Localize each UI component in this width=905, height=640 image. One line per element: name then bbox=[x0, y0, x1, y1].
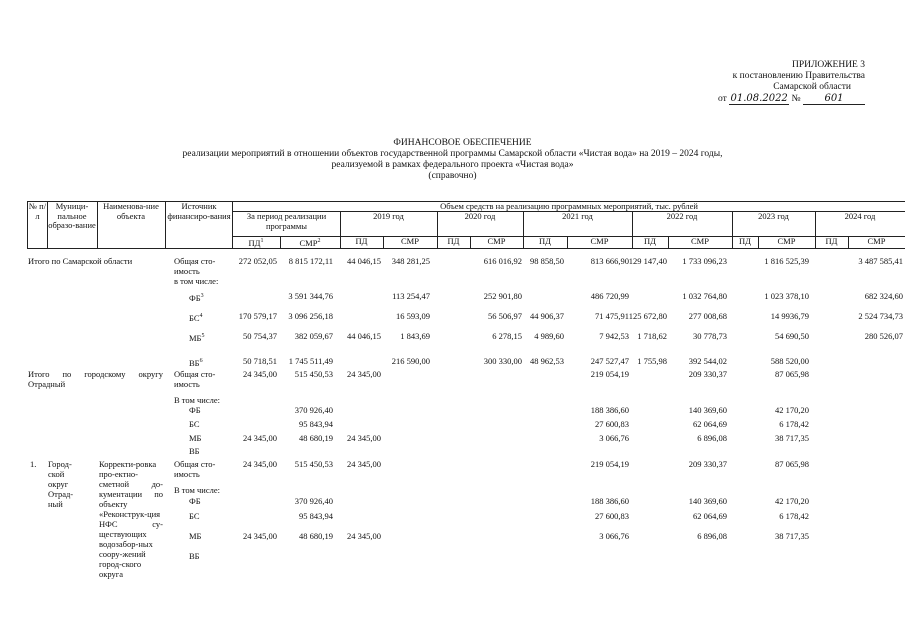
row-value: 209 330,37 bbox=[688, 459, 727, 469]
header-pd: ПД bbox=[825, 236, 838, 246]
row-value: 24 345,00 bbox=[347, 459, 381, 469]
title-line1: ФИНАНСОВОЕ ОБЕСПЕЧЕНИЕ bbox=[393, 138, 532, 148]
row-value: 71 475,91 bbox=[595, 311, 629, 321]
row-source: В том числе: bbox=[174, 485, 220, 495]
row-value: 48 680,19 bbox=[299, 433, 333, 443]
row-value: 24 345,00 bbox=[347, 433, 381, 443]
row-value: 48 680,19 bbox=[299, 531, 333, 541]
row-value: 515 450,53 bbox=[294, 369, 333, 379]
annex-number: 601 bbox=[803, 93, 865, 105]
row-value: 277 008,68 bbox=[688, 311, 727, 321]
row-value: 27 600,83 bbox=[595, 419, 629, 429]
title-line3: реализуемой в рамках федерального проекта «Чистая вода» bbox=[331, 160, 574, 170]
header-year-3: 2022 год bbox=[666, 211, 698, 221]
row-value: 44 046,15 bbox=[347, 256, 381, 266]
header-col-municipality: Муници-пальное образо-вание bbox=[48, 201, 96, 230]
header-pd: ПД bbox=[644, 236, 656, 246]
row-value: 300 330,00 bbox=[483, 356, 522, 366]
row-source: БС bbox=[189, 419, 200, 429]
header-smr: СМР bbox=[777, 236, 796, 246]
row-value: 38 717,35 bbox=[775, 433, 809, 443]
row-value: 3 096 256,18 bbox=[288, 311, 333, 321]
row-value: 4 989,60 bbox=[534, 331, 564, 341]
title-line4: (справочно) bbox=[428, 171, 477, 181]
header-col-object: Наименова-ние объекта bbox=[103, 201, 159, 221]
row-value: 87 065,98 bbox=[775, 459, 809, 469]
row-value: 113 254,47 bbox=[392, 291, 430, 301]
row-value: 24 345,00 bbox=[347, 369, 381, 379]
row-value: 42 170,20 bbox=[775, 405, 809, 415]
row-value: 392 544,02 bbox=[688, 356, 727, 366]
row-value: 30 778,73 bbox=[693, 331, 727, 341]
header-year-1: 2020 год bbox=[464, 211, 496, 221]
row-value: 87 065,98 bbox=[775, 369, 809, 379]
row-value: 50 754,37 bbox=[243, 331, 277, 341]
row-source: МБ bbox=[189, 433, 202, 443]
row-value: 125 672,80 bbox=[628, 311, 667, 321]
row-value: 24 345,00 bbox=[243, 531, 277, 541]
row-value: 515 450,53 bbox=[294, 459, 333, 469]
row-source: Общая сто-имость bbox=[174, 256, 216, 276]
row-value: 1 718,62 bbox=[637, 331, 667, 341]
header-smr: СМР bbox=[691, 236, 709, 246]
row-value: 44 906,37 bbox=[530, 311, 564, 321]
header-pd: ПД bbox=[447, 236, 460, 246]
row-value: 280 526,07 bbox=[864, 331, 903, 341]
row-source: МБ bbox=[189, 531, 202, 541]
row-source: Общая сто-имость bbox=[174, 369, 216, 389]
annex-title: ПРИЛОЖЕНИЕ 3 bbox=[791, 60, 865, 70]
row-value: 252 901,80 bbox=[483, 291, 522, 301]
row-value: 6 178,42 bbox=[779, 419, 809, 429]
row-source: БС bbox=[189, 511, 200, 521]
row-value: 129 147,40 bbox=[628, 256, 667, 266]
header-pd: ПД bbox=[355, 236, 368, 246]
annex-date-line bbox=[718, 93, 865, 105]
row-value: 140 369,60 bbox=[688, 496, 727, 506]
row-value: 616 016,92 bbox=[483, 256, 522, 266]
row-number: 1. bbox=[30, 459, 37, 469]
row-value: 188 386,60 bbox=[590, 405, 629, 415]
row-value: 140 369,60 bbox=[688, 405, 727, 415]
row-value: 682 324,60 bbox=[864, 291, 903, 301]
header-year-4: 2023 год bbox=[758, 211, 789, 221]
row-source: $МБ^5$ bbox=[189, 332, 205, 343]
row-value: 3 066,76 bbox=[599, 531, 629, 541]
header-pd: $ПД^1$ bbox=[248, 237, 264, 248]
header-pd: ПД bbox=[739, 236, 751, 246]
header-year-0: 2019 год bbox=[373, 211, 404, 221]
header-volume: Объем средств на реализацию программных мероприятий, тыс. рублей bbox=[440, 201, 698, 211]
row-source: ВБ bbox=[189, 446, 200, 456]
row-source: ВБ bbox=[189, 551, 200, 561]
row-value: 95 843,94 bbox=[299, 511, 333, 521]
row-value: 7 942,53 bbox=[599, 331, 629, 341]
row-value: 27 600,83 bbox=[595, 511, 629, 521]
row-value: 16 593,09 bbox=[396, 311, 430, 321]
row-value: 24 345,00 bbox=[347, 531, 381, 541]
row-value: 209 330,37 bbox=[688, 369, 727, 379]
document-title bbox=[0, 138, 905, 182]
row-value: 1 816 525,39 bbox=[764, 256, 809, 266]
row-value: 6 178,42 bbox=[779, 511, 809, 521]
header-smr: СМР bbox=[401, 236, 419, 246]
header-smr: СМР bbox=[590, 236, 609, 246]
header-year-2: 2021 год bbox=[562, 211, 593, 221]
row-value: 24 345,00 bbox=[243, 369, 277, 379]
row-value: 24 345,00 bbox=[243, 433, 277, 443]
header-smr: СМР bbox=[487, 236, 506, 246]
annex-line2: к постановлению Правительства bbox=[732, 71, 865, 81]
row-value: 247 527,47 bbox=[590, 356, 629, 366]
row-value: 62 064,69 bbox=[693, 419, 727, 429]
row-value: 3 487 585,41 bbox=[858, 256, 903, 266]
row-value: 3 066,76 bbox=[599, 433, 629, 443]
row-label: Итого по Самарской области bbox=[28, 256, 133, 266]
header-pd: ПД bbox=[539, 236, 551, 246]
row-value: 1 843,69 bbox=[400, 331, 430, 341]
row-value: 44 046,15 bbox=[347, 331, 381, 341]
row-object-name: Корректи-ровка про-ектно-сметной до-кументации по объекту «Реконструк-ция НФС су-ществующих водозабор-ных соору-жений город-ского округа bbox=[99, 459, 163, 579]
row-value: 370 926,40 bbox=[294, 405, 333, 415]
header-year-5: 2024 год bbox=[844, 211, 876, 221]
row-value: 56 506,97 bbox=[488, 311, 522, 321]
header-smr: СМР bbox=[867, 236, 886, 246]
row-source: $БС^4$ bbox=[189, 312, 203, 323]
row-value: 50 718,51 bbox=[243, 356, 277, 366]
date-prefix: от bbox=[718, 94, 727, 104]
row-value: 348 281,25 bbox=[391, 256, 430, 266]
row-value: 48 962,53 bbox=[530, 356, 564, 366]
row-value: 3 591 344,76 bbox=[288, 291, 333, 301]
row-source: ФБ bbox=[189, 405, 201, 415]
row-value: 219 054,19 bbox=[590, 459, 629, 469]
row-source: В том числе: bbox=[174, 395, 220, 405]
row-value: 24 345,00 bbox=[243, 459, 277, 469]
row-value: 1 755,98 bbox=[637, 356, 667, 366]
row-value: 54 690,50 bbox=[775, 331, 809, 341]
row-source: $ВБ^6$ bbox=[189, 357, 203, 368]
row-value: 95 843,94 bbox=[299, 419, 333, 429]
row-value: 6 278,15 bbox=[492, 331, 522, 341]
num-prefix: № bbox=[791, 94, 801, 104]
row-value: 2 524 734,73 bbox=[858, 311, 903, 321]
row-value: 370 926,40 bbox=[294, 496, 333, 506]
header-col-no: № п/л bbox=[28, 201, 47, 221]
row-municipality: Город-ской округ Отрад-ный bbox=[48, 459, 74, 509]
row-value: 216 590,00 bbox=[391, 356, 430, 366]
annex-date: 01.08.2022 bbox=[730, 93, 788, 104]
row-value: 8 815 172,11 bbox=[288, 256, 333, 266]
annex-line3: Самарской области bbox=[773, 82, 851, 92]
row-value: 486 720,99 bbox=[590, 291, 629, 301]
row-value: 1 745 511,49 bbox=[288, 356, 333, 366]
row-value: 6 896,08 bbox=[697, 433, 727, 443]
row-value: 1 032 764,80 bbox=[682, 291, 727, 301]
row-value: 6 896,08 bbox=[697, 531, 727, 541]
row-value: 98 858,50 bbox=[530, 256, 564, 266]
row-value: 219 054,19 bbox=[590, 369, 629, 379]
row-label: Итого по городскому округу Отрадный bbox=[28, 369, 163, 389]
title-line2: реализации мероприятий в отношении объектов государственной программы Самарской области «Чистая вода» на 2019 – 2024 годы, bbox=[182, 149, 723, 159]
row-value: 813 666,90 bbox=[590, 256, 629, 266]
row-value: 382 059,67 bbox=[294, 331, 333, 341]
header-smr: СМР$^2$ bbox=[299, 237, 321, 248]
row-value: 62 064,69 bbox=[693, 511, 727, 521]
annex-block bbox=[718, 60, 865, 105]
header-col-source: Источник финансиро-вания bbox=[167, 201, 231, 221]
row-value: 1 733 096,23 bbox=[682, 256, 727, 266]
row-value: 14 9936,79 bbox=[770, 311, 809, 321]
row-value: 188 386,60 bbox=[590, 496, 629, 506]
header-period: За период реализации программы bbox=[246, 211, 327, 231]
row-source: $ФБ^3$ bbox=[189, 292, 204, 303]
row-value: 42 170,20 bbox=[775, 496, 809, 506]
row-value: 170 579,17 bbox=[238, 311, 277, 321]
row-value: 588 520,00 bbox=[770, 356, 809, 366]
row-source: в том числе: bbox=[174, 276, 219, 286]
row-value: 272 052,05 bbox=[238, 256, 277, 266]
row-value: 1 023 378,10 bbox=[764, 291, 809, 301]
row-source: Общая сто-имость bbox=[174, 459, 216, 479]
row-source: ФБ bbox=[189, 496, 201, 506]
row-value: 38 717,35 bbox=[775, 531, 809, 541]
